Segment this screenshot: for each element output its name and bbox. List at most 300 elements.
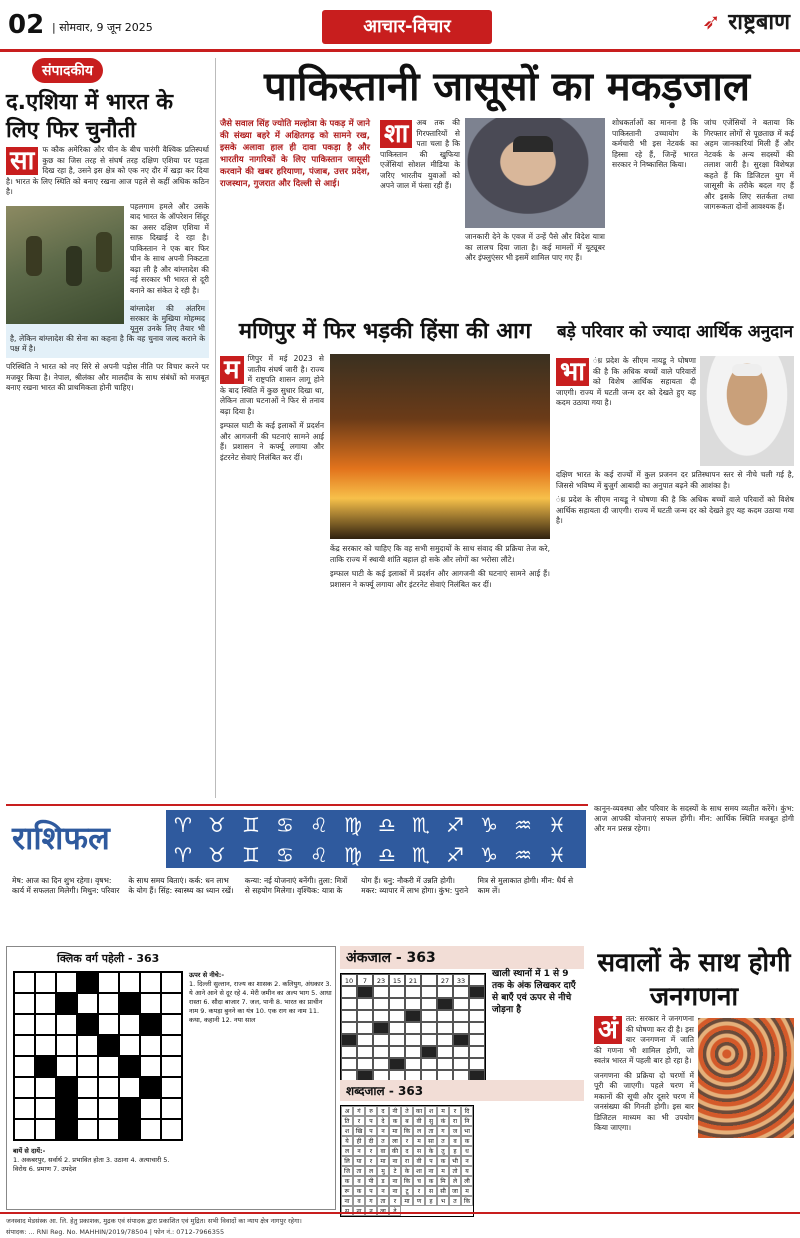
crossword-cell: [35, 1014, 56, 1035]
crossword-cell: [140, 1035, 161, 1056]
fire-photo: [330, 354, 550, 539]
ankajaal-cell: [405, 1046, 421, 1058]
sabdajaal-cell: व: [449, 1136, 461, 1146]
sabdajaal-cell: दे: [389, 1206, 401, 1216]
sabdajaal-cell: ही: [353, 1136, 365, 1146]
sabdajaal-cell: क: [425, 1176, 437, 1186]
sabdajaal-cell: मि: [437, 1176, 449, 1186]
crossword-cell: [140, 993, 161, 1014]
manipur-story: [220, 354, 550, 798]
ankajaal-cell: [421, 1010, 437, 1022]
crossword-cell: [98, 1056, 119, 1077]
zodiac-icon: ♉: [208, 813, 226, 837]
ankajaal-cell: [437, 1022, 453, 1034]
sharif-photo: [465, 118, 605, 228]
lead-story: [220, 118, 794, 310]
editorial-body: सा फ कौक अमेरिका और चीन के बीच चारंगी वैश्विक प्रतिस्पर्धा कुछ का जिस तरह से संघर्ष तरह दक्षिण एशिया पर पड़ता दिख रहा है, उसने इस क्षेत्र को एक नए दौर में खड़ा कर दिया है। भारत के लिए स्थिति को बनाए रखना आज पहले से कहीं अधिक कठिन है। पहलगाम हमले और उसके बाद भारत के ऑपरेशन सिंदूर का असर दक्षिण एशिया में साफ़ दिखाई दे रहा है। पाकिस्तान ने एक बार फिर चीन के साथ अपनी निकटता बढ़ा ली है और बांग्लादेश की नई सरकार भी भारत से दूरी बनाने का संकेत दे रही है। बांग्लादेश की अंतरिम सरकार के मुखिया मोहम्मद यूनुस उनके लिए तैयार भी है, लेकिन बांग्लादेश की सेना का कहना है कि वह चुनाव जल्द कराने के पक्ष में है। परिस्थिति ने भारत को नए सिरे से अपनी पड़ोस नीति पर विचार करने पर मजबूर किया है। नेपाल, श्रीलंका और मालदीव के साथ संबंधों को मजबूत बनाए रखना भारत की प्राथमिकता होनी चाहिए।: [6, 145, 209, 392]
crossword-cell: [119, 1014, 140, 1035]
ankajaal-cell: [469, 1034, 485, 1046]
sabdajaal-cell: सा: [425, 1136, 437, 1146]
ankajaal-cell: [341, 1010, 357, 1022]
zodiac-icon: ♍: [344, 843, 362, 867]
ankajaal-cell: [453, 1034, 469, 1046]
bigfamily-col-2: दक्षिण भारत के कई राज्यों में कुल प्रजनन दर प्रतिस्थापन स्तर से नीचे चली गई है, जिससे भविष्य में बुजुर्ग आबादी का अनुपात बढ़ने की आशंका है। ंध्र प्रदेश के सीएम नायडू ने घोषणा की है कि अधिक बच्चों वाले परिवारों को विशेष आर्थिक सहायता दी जाएगी। राज्य में घटती जन्म दर को देखते हुए यह कदम उठाया गया है।: [556, 470, 794, 525]
ankajaal-cell: [469, 1058, 485, 1070]
zodiac-icon: ♋: [276, 813, 294, 837]
sabdajaal-cell: ता: [425, 1126, 437, 1136]
sabdajaal-cell: न: [377, 1126, 389, 1136]
sabdajaal-cell: ड: [377, 1176, 389, 1186]
sabdajaal-cell: त: [449, 1196, 461, 1206]
ankajaal-cell: [405, 1058, 421, 1070]
crossword-title: क्लिक वर्ग पहेली - 363: [57, 952, 160, 965]
sabdajaal-cell: ब: [401, 1116, 413, 1126]
sabdajaal-cell: टे: [389, 1166, 401, 1176]
ankajaal-cell: [341, 1058, 357, 1070]
sabdajaal-cell: गं: [353, 1106, 365, 1116]
zodiac-icon: ♏: [412, 843, 430, 867]
editorial-column: [6, 58, 216, 798]
sabdajaal-cell: के: [425, 1146, 437, 1156]
sabdajaal-cell: टू: [401, 1186, 413, 1196]
ankajaal-cell: [373, 1034, 389, 1046]
sabdajaal-cell: ह: [449, 1146, 461, 1156]
imprint-line-2: संपादक: ... RNI Reg. No. MAHHIN/2019/78504 | फोन नं.: 0712-7966355: [6, 1228, 225, 1236]
sabdajaal-cell: का: [413, 1106, 425, 1116]
ankajaal-cell: 7: [357, 974, 373, 986]
lead-intro: जैसे सवाल सिंह ज्योति मल्होत्रा के पकड़ में जाने की संख्या बहरे में अक्षितगढ़ को सामने रख, इसके अलावा हाल ही दावा पकड़ा है और भारतीय नागरिकों के लिए पाकिस्तान जासूसी करवाने की खबर हरियाणा, पंजाब, उत्तर प्रदेश, राजस्थान, गुजरात और दिल्ली से आई।: [220, 119, 370, 189]
sabdajaal-cell: मु: [377, 1166, 389, 1176]
ankajaal-cell: [341, 986, 357, 998]
crossword-cell: [35, 993, 56, 1014]
crossword-cell: [140, 1119, 161, 1140]
sabdajaal-cell: या: [353, 1156, 365, 1166]
ankajaal-cell: [469, 1022, 485, 1034]
sabdajaal-cell: वी: [413, 1156, 425, 1166]
ankajaal-cell: [469, 986, 485, 998]
crossword-cell: [56, 1056, 77, 1077]
sabdajaal-cell: ना: [389, 1156, 401, 1166]
sabdajaal-cell: द: [401, 1146, 413, 1156]
naidu-photo: [700, 356, 794, 466]
sabdajaal-cell: भा: [461, 1126, 473, 1136]
sabdajaal-cell: प: [365, 1116, 377, 1126]
sabdajaal-cell: वा: [377, 1146, 389, 1156]
zodiac-icon: ♒: [514, 843, 532, 867]
ankajaal-cell: [341, 998, 357, 1010]
crossword-cell: [98, 1035, 119, 1056]
sabdajaal-cell: ता: [377, 1196, 389, 1206]
ankajaal-cell: [421, 974, 437, 986]
sabdajaal-cell: ना: [341, 1196, 353, 1206]
ankajaal-cell: [469, 1046, 485, 1058]
crossword-cell: [119, 1077, 140, 1098]
zodiac-icon: ♍: [344, 813, 362, 837]
ankajaal-cell: [405, 998, 421, 1010]
crossword-cell: [77, 1077, 98, 1098]
crossword-cell: [140, 972, 161, 993]
ankajaal-cell: [405, 1034, 421, 1046]
ankajaal-cell: [421, 1046, 437, 1058]
sabdajaal-cell: क: [389, 1116, 401, 1126]
ankajaal-cell: 33: [453, 974, 469, 986]
zodiac-icon: ♐: [446, 813, 464, 837]
crossword-cell: [14, 1035, 35, 1056]
ankajaal-cell: [389, 998, 405, 1010]
ankajaal-cell: [469, 998, 485, 1010]
crossword-cell: [140, 1014, 161, 1035]
sabdajaal-cell: जि: [341, 1166, 353, 1176]
ankajaal-cell: [341, 1046, 357, 1058]
crossword-cell: [77, 1098, 98, 1119]
horoscope-continued: कानून-व्यवस्था और परिवार के सदस्यों के साथ समय व्यतीत करेंगे। कुंभ: आज आपकी योजनाएं सफल होंगी। मीन: आर्थिक स्थिति मजबूत होगी और मन प्रसन्न रहेगा।: [594, 804, 794, 833]
sabdajaal-cell: द: [377, 1106, 389, 1116]
sabdajaal-cell: र: [413, 1186, 425, 1196]
ankajaal-cell: [373, 1046, 389, 1058]
ankajaal-cell: [469, 974, 485, 986]
ankajaal-cell: [437, 1058, 453, 1070]
crossword-grid: [13, 971, 183, 1141]
sabdajaal-cell: व: [353, 1196, 365, 1206]
bigfamily-col-1: भा ंध्र प्रदेश के सीएम नायडू ने घोषणा की है कि अधिक बच्चों वाले परिवारों को विशेष आर्थिक सहायता दी जाएगी। राज्य में घटती जन्म दर को देखते हुए यह कदम उठाया गया है।: [556, 356, 696, 407]
lead-col-4: जांच एजेंसियों ने बताया कि गिरफ्तार लोगों से पूछताछ में कई अहम जानकारियां मिली हैं और नेटवर्क के अन्य सदस्यों की तलाश जारी है। सुरक्षा विशेषज्ञ कहते हैं कि डिजिटल युग में जासूसी के तरीके बदल गए हैं और इसके लिए सतर्कता तथा जागरूकता दोनों आवश्यक हैं।: [704, 118, 794, 211]
zodiac-icon: ♉: [208, 843, 226, 867]
page-header: [0, 0, 800, 52]
sabdajaal-cell: स: [425, 1186, 437, 1196]
sabdajaal-cell: ति: [341, 1116, 353, 1126]
sabdajaal-cell: कि: [401, 1176, 413, 1186]
sabdajaal-cell: श: [341, 1126, 353, 1136]
crossword-cell: [35, 1056, 56, 1077]
sabdajaal-cell: र: [365, 1156, 377, 1166]
sabdajaal-cell: रा: [401, 1156, 413, 1166]
ankajaal-cell: [437, 986, 453, 998]
manipur-col-1: म णिपुर में मई 2023 से जातीय संघर्ष जारी है। राज्य में राष्ट्रपति शासन लागू होने के बाद स्थिति में कुछ सुधार दिखा था, लेकिन ताजा घटनाओं ने फिर से तनाव बढ़ा दिया है। इम्फाल घाटी के कई इलाकों में प्रदर्शन और आगजनी की घटनाएं सामने आई हैं। प्रशासन ने कर्फ्यू लगाया और इंटरनेट सेवाएं निलंबित कर दीं।: [220, 354, 324, 462]
ankajaal-cell: [405, 1022, 421, 1034]
editorial-title: द.एशिया में भारत के लिए फिर चुनौती: [6, 90, 174, 143]
sabdajaal-cell: सु: [425, 1116, 437, 1126]
sabdajaal-cell: भ: [437, 1196, 449, 1206]
crossword-cell: [140, 1098, 161, 1119]
zodiac-icon: ♋: [276, 843, 294, 867]
crossword-cell: [98, 972, 119, 993]
crossword-cell: [35, 1119, 56, 1140]
ankajaal-cell: 23: [373, 974, 389, 986]
sabdajaal-cell: भी: [449, 1156, 461, 1166]
crossword-cell: [56, 1098, 77, 1119]
crossword-cell: [35, 972, 56, 993]
zodiac-icon: ♎: [378, 813, 396, 837]
sabdajaal-cell: र: [353, 1116, 365, 1126]
sabdajaal-cell: ये: [341, 1136, 353, 1146]
editorial-tag: संपादकीय: [32, 58, 103, 83]
crossword-cell: [161, 1056, 182, 1077]
ankajaal-cell: [373, 986, 389, 998]
zodiac-icon: ♌: [310, 813, 328, 837]
crossword-cell: [98, 1014, 119, 1035]
crossword-cell: [77, 1119, 98, 1140]
sabdajaal-cell: म: [461, 1186, 473, 1196]
zodiac-icon: ♓: [548, 843, 566, 867]
sabdajaal-cell: ग: [437, 1126, 449, 1136]
sabdajaal-cell: तो: [449, 1166, 461, 1176]
ankajaal-puzzle: [340, 946, 584, 1076]
sabdajaal-cell: ल: [365, 1166, 377, 1176]
ankajaal-cell: [405, 1010, 421, 1022]
crossword-cell: [56, 1119, 77, 1140]
sabdajaal-cell: कि: [401, 1126, 413, 1136]
page-number: 02: [8, 10, 45, 40]
crossword-cell: [35, 1035, 56, 1056]
photo-caption: बांग्लादेश की अंतरिम सरकार के मुखिया मोहम्मद यूनुस उनके लिए तैयार भी है, लेकिन बांग्लादेश की सेना का कहना है कि वह चुनाव जल्द कराने के पक्ष में है।: [6, 300, 209, 358]
crossword-cell: [161, 1119, 182, 1140]
ankajaal-cell: [421, 1022, 437, 1034]
zodiac-icon: ♎: [378, 843, 396, 867]
ankajaal-cell: [341, 1034, 357, 1046]
crossword-cell: [140, 1056, 161, 1077]
crossword-cell: [35, 1077, 56, 1098]
ankajaal-cell: [421, 1034, 437, 1046]
crossword-cell: [119, 1119, 140, 1140]
sabdajaal-cell: म: [413, 1136, 425, 1146]
sabdajaal-cell: श: [425, 1106, 437, 1116]
crossword-cell: [56, 972, 77, 993]
sabdajaal-cell: दी: [365, 1136, 377, 1146]
lead-headline: पाकिस्तानी जासूसों का मकड़जाल: [264, 64, 750, 110]
sabdajaal-cell: ध: [461, 1146, 473, 1156]
crossword-cell: [77, 1056, 98, 1077]
sabdajaal-cell: के: [401, 1166, 413, 1176]
sabdajaal-cell: य: [461, 1166, 473, 1176]
crossword-cell: [14, 993, 35, 1014]
sabdajaal-cell: त: [377, 1136, 389, 1146]
sabdajaal-cell: पी: [365, 1176, 377, 1186]
ankajaal-cell: 21: [405, 974, 421, 986]
zodiac-icon: ♌: [310, 843, 328, 867]
lead-col-2: जानकारी देने के एवज में उन्हें पैसे और विदेश यात्रा का लालच दिया जाता है। कई मामलों में यूट्यूबर और इंफ्लुएंसर भी इसमें शामिल पाए गए हैं।: [465, 232, 605, 262]
sabdajaal-cell: तु: [437, 1146, 449, 1156]
ankajaal-note: खाली स्थानों में 1 से 9 तक के अंक लिखकर दाएँ से बाएँ एवं ऊपर से नीचे जोड़ना है: [492, 969, 576, 1015]
sabdajaal-cell: न: [353, 1146, 365, 1156]
ankajaal-cell: [437, 1010, 453, 1022]
sabdajaal-cell: लि: [341, 1156, 353, 1166]
sabdajaal-cell: ले: [449, 1176, 461, 1186]
ankajaal-cell: [357, 1058, 373, 1070]
crossword-cell: [14, 1077, 35, 1098]
zodiac-icon: ♈: [174, 843, 192, 867]
crossword-cell: [77, 1014, 98, 1035]
zodiac-icons: [166, 810, 586, 868]
crossword-clues: ऊपर से नीचे:- 1. दिल्ली सुल्तान, राज्य का शासक 2. कलियुग, अंधकार 3. ये आने आने से दूर रहे 4. मेरी जमीन का अल्प भाग 5. आधा रास्ता 6. सौदा बाजार 7. जल, पानी 8. भारत का प्राचीन नाम 9. कपड़ा बुनने का यंत्र 10. एक राग का नाम 11. कथा, कहानी 12. नया साल: [189, 971, 332, 1024]
ankajaal-cell: [373, 998, 389, 1010]
ankajaal-cell: [421, 986, 437, 998]
crossword-cell: [161, 993, 182, 1014]
ankajaal-cell: 10: [341, 974, 357, 986]
sabdajaal-cell: ना: [389, 1186, 401, 1196]
crossword-cell: [161, 1098, 182, 1119]
sabdajaal-cell: अ: [341, 1106, 353, 1116]
sabdajaal-cell: जा: [449, 1186, 461, 1196]
sabdajaal-cell: प: [425, 1156, 437, 1166]
sabdajaal-cell: त: [437, 1136, 449, 1146]
sabdajaal-cell: ली: [461, 1176, 473, 1186]
sabdajaal-cell: मा: [389, 1126, 401, 1136]
ankajaal-cell: [373, 1058, 389, 1070]
sabdajaal-cell: प: [365, 1186, 377, 1196]
sabdajaal-cell: शा: [413, 1166, 425, 1176]
zodiac-icon: ♒: [514, 813, 532, 837]
sabdajaal-cell: सी: [437, 1186, 449, 1196]
crossword-cell: [119, 1056, 140, 1077]
crossword-cell: [56, 1035, 77, 1056]
sabdajaal-cell: र: [389, 1196, 401, 1206]
sabdajaal-puzzle: [340, 1080, 584, 1215]
crossword-cell: [98, 1119, 119, 1140]
crossword-cell: [77, 993, 98, 1014]
sabdajaal-cell: ह: [425, 1196, 437, 1206]
sabdajaal-cell: न: [365, 1206, 377, 1216]
ankajaal-grid: [340, 973, 486, 1095]
crossword-cell: [14, 1056, 35, 1077]
sabdajaal-cell: ला: [377, 1206, 389, 1216]
ankajaal-cell: [357, 998, 373, 1010]
sabdajaal-cell: म: [437, 1106, 449, 1116]
crossword-cell: [119, 1035, 140, 1056]
crossword-cell: [14, 972, 35, 993]
ankajaal-cell: [421, 1058, 437, 1070]
sabdajaal-cell: ना: [353, 1206, 365, 1216]
ankajaal-cell: [421, 998, 437, 1010]
ankajaal-cell: [389, 986, 405, 998]
sabdajaal-title: शब्दजाल - 363: [340, 1080, 584, 1101]
ankajaal-cell: [469, 1010, 485, 1022]
ankajaal-cell: [453, 1046, 469, 1058]
sabdajaal-cell: स: [341, 1206, 353, 1216]
ankajaal-cell: [453, 986, 469, 998]
sabdajaal-cell: स: [413, 1146, 425, 1156]
sabdajaal-cell: ग: [365, 1196, 377, 1206]
imprint-line-1: जनस्वाद मेडसंस्क आ. लि. हेतु प्रकाशक, मुद्रक एवं संपादक द्वारा प्रकाशित एवं मुद्रित। सभी विवादों का न्याय क्षेत्र नागपुर रहेगा।: [6, 1217, 302, 1225]
sabdajaal-cell: रू: [341, 1186, 353, 1196]
crossword-cell: [119, 972, 140, 993]
sabdajaal-cell: रा: [449, 1116, 461, 1126]
crossword-cell: [35, 1098, 56, 1119]
crossword-cell: [161, 1077, 182, 1098]
sabdajaal-cell: खि: [353, 1126, 365, 1136]
sabdajaal-cell: दे: [377, 1116, 389, 1126]
crossword-cell: [119, 1098, 140, 1119]
zodiac-icon: ♑: [480, 843, 498, 867]
ankajaal-cell: [405, 986, 421, 998]
ankajaal-cell: [341, 1022, 357, 1034]
census-headline: सवालों के साथ होगी जनगणना: [597, 948, 791, 1012]
sabdajaal-cell: क: [353, 1186, 365, 1196]
ankajaal-cell: [389, 1058, 405, 1070]
sabdajaal-cell: की: [389, 1146, 401, 1156]
masthead-logo: ➶ राष्ट्रबाण: [702, 10, 790, 35]
sabdajaal-cell: वी: [413, 1116, 425, 1126]
ankajaal-cell: [357, 1022, 373, 1034]
crossword-cell: [56, 1077, 77, 1098]
manipur-col-2: केंद्र सरकार को चाहिए कि वह सभी समुदायों के साथ संवाद की प्रक्रिया तेज करे, ताकि राज्य में स्थायी शांति बहाल हो सके और लोगों का भरोसा लौटे। इम्फाल घाटी के कई इलाकों में प्रदर्शन और आगजनी की घटनाएं सामने आई हैं। प्रशासन ने कर्फ्यू लगाया और इंटरनेट सेवाएं निलंबित कर दीं।: [330, 544, 550, 589]
issue-date: | सोमवार, 9 जून 2025: [52, 21, 153, 34]
crossword-cell: [56, 993, 77, 1014]
ankajaal-cell: [357, 1010, 373, 1022]
sabdajaal-cell: ण: [413, 1196, 425, 1206]
bigfamily-headline: बड़े परिवार को ज्यादा आर्थिक अनुदान: [556, 322, 794, 342]
sabdajaal-cell: प: [365, 1126, 377, 1136]
sabdajaal-cell: दि: [461, 1106, 473, 1116]
sabdajaal-cell: ते: [401, 1106, 413, 1116]
crossword-cell: [98, 993, 119, 1014]
crossword-cell: [140, 1077, 161, 1098]
ankajaal-cell: [389, 1022, 405, 1034]
imprint-footer: [0, 1212, 800, 1238]
crossword-cell: [161, 1035, 182, 1056]
lead-col-3: शोधकर्ताओं का मानना है कि पाकिस्तानी उच्चायोग के कर्मचारी भी इस नेटवर्क का हिस्सा रहे हैं, जिन्हें भारत सरकार ने निष्कासित किया।: [612, 118, 698, 169]
crossword-cell: [14, 1098, 35, 1119]
rashifal-text: मेष: आज का दिन शुभ रहेगा। वृषभ: कार्य में सफलता मिलेगी। मिथुन: परिवार के साथ समय बिताएं। कर्क: धन लाभ के योग हैं। सिंह: स्वास्थ्य का ध्यान रखें। कन्या: नई योजनाएं बनेंगी। तुला: मित्रों से सहयोग मिलेगा। वृश्चिक: यात्रा के योग हैं। धनु: नौकरी में उन्नति होगी। मकर: व्यापार में लाभ होगा। कुंभ: पुराने मित्र से मुलाकात होगी। मीन: धैर्य से काम लें।: [12, 876, 574, 895]
crossword-cell: [77, 1035, 98, 1056]
crowd-photo: [698, 1018, 794, 1138]
dropcap: सा: [6, 147, 38, 175]
sabdajaal-cell: कि: [461, 1196, 473, 1206]
sabdajaal-cell: रु: [365, 1106, 377, 1116]
ankajaal-cell: [437, 998, 453, 1010]
sabdajaal-cell: र: [401, 1136, 413, 1146]
ankajaal-cell: [389, 1046, 405, 1058]
census-body: अं तत: सरकार ने जनगणना की घोषणा कर दी है। इस बार जनगणना में जाति की गणना भी शामिल होगी, जो स्वतंत्र भारत में पहली बार हो रहा है। जनगणना की प्रक्रिया दो चरणों में पूरी की जाएगी। पहले चरण में मकानों की सूची और दूसरे चरण में जनसंख्या की गिनती होगी। इस बार डिजिटल माध्यम का भी उपयोग किया जाएगा।: [594, 1014, 794, 1134]
rashifal-title: राशिफल: [12, 819, 110, 857]
sabdajaal-cell: मा: [401, 1196, 413, 1206]
zodiac-icon: ♑: [480, 813, 498, 837]
sabdajaal-cell: मा: [377, 1156, 389, 1166]
zodiac-icon: ♏: [412, 813, 430, 837]
ankajaal-cell: [453, 1022, 469, 1034]
ankajaal-cell: [453, 1010, 469, 1022]
sabdajaal-cell: नि: [461, 1116, 473, 1126]
crossword-cell: [77, 972, 98, 993]
ankajaal-cell: [389, 1034, 405, 1046]
sabdajaal-grid: [340, 1105, 474, 1217]
sabdajaal-cell: क: [437, 1156, 449, 1166]
ankajaal-cell: [437, 1046, 453, 1058]
sabdajaal-cell: ल: [413, 1126, 425, 1136]
crossword-cell: [161, 972, 182, 993]
ankajaal-cell: [357, 1034, 373, 1046]
sabdajaal-cell: ल: [341, 1146, 353, 1156]
ankajaal-cell: [453, 1058, 469, 1070]
zodiac-icon: ♐: [446, 843, 464, 867]
sabdajaal-cell: नी: [389, 1106, 401, 1116]
crossword-cell: [56, 1014, 77, 1035]
crossword-cell: [14, 1119, 35, 1140]
ankajaal-cell: [357, 986, 373, 998]
zodiac-icon: ♈: [174, 813, 192, 837]
rashifal-section: [6, 804, 588, 940]
ankajaal-cell: [373, 1022, 389, 1034]
sabdajaal-cell: व: [353, 1176, 365, 1186]
sabdajaal-cell: र: [449, 1106, 461, 1116]
ankajaal-cell: 15: [389, 974, 405, 986]
ankajaal-cell: [453, 998, 469, 1010]
sabdajaal-cell: च: [413, 1176, 425, 1186]
sabdajaal-cell: म: [437, 1166, 449, 1176]
crossword-puzzle: [6, 946, 336, 1210]
sabdajaal-cell: ला: [389, 1136, 401, 1146]
sabdajaal-cell: ज: [449, 1126, 461, 1136]
ankajaal-cell: 27: [437, 974, 453, 986]
